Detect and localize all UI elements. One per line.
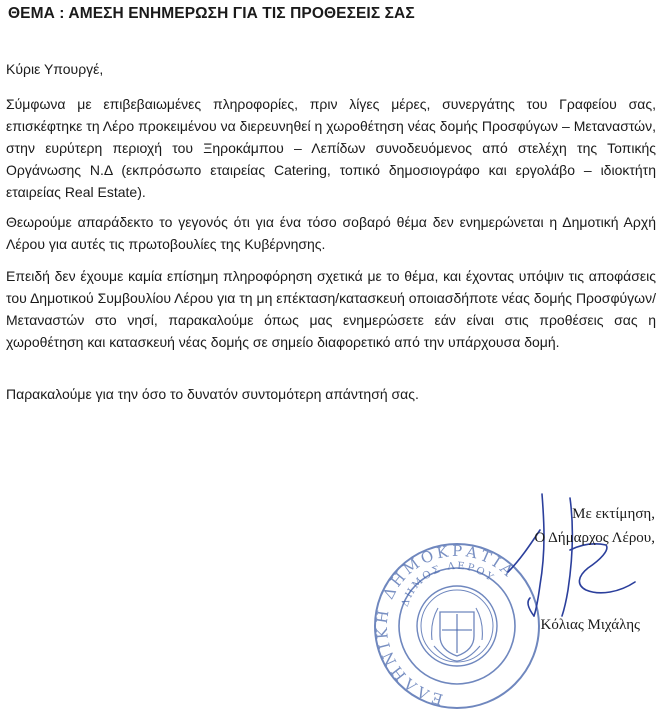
letter-paragraph-4: Παρακαλούμε για την όσο το δυνατόν συντομότερη απάντησή σας. — [6, 386, 419, 402]
seal-outer-text: ΕΛΛΗΝΙΚΗ ΔΗΜΟΚΡΑΤΙΑ — [372, 541, 519, 709]
closing-title: Ο Δήμαρχος Λέρου, — [534, 530, 655, 546]
letter-salutation: Κύριε Υπουργέ, — [6, 61, 104, 77]
letter-paragraph-1: Σύμφωνα με επιβεβαιωμένες πληροφορίες, πριν λίγες μέρες, συνεργάτης του Γραφείου σας, επισκέφτηκε τη Λέρο προκειμένου να διερευνηθεί η χωροθέτηση νέας δομής Προσφύγων – Μεταναστών, στην ευρύτερη περιοχή του Ξηροκάμπου – Λεπίδων συνοδευόμενος από στελέχη της Τοπικής Οργάνωσης Ν.Δ (εκπρόσωπο εταιρείας Catering, τοπικό δημοσιογράφο και εργολάβο – ιδιοκτήτη εταιρείας Real Estate). — [6, 96, 656, 200]
letter-paragraph-3: Επειδή δεν έχουμε καμία επίσημη πληροφόρηση σχετικά με το θέμα, και έχοντας υπόψιν τις αποφάσεις του Δημοτικού Συμβουλίου Λέρου για τη μη επέκταση/κατασκευή οποιασδήποτε νέας δομής Προσφύγων/Μεταναστών στο νησί, παρακαλούμε όπως μας ενημερώσετε εάν είναι στις προθέσεις σας η χωροθέτηση και κατασκευή νέας δομής σε σημείο διαφορετικό από την υπάρχουσα δομή. — [6, 268, 656, 350]
seal-inner-text: ΔΗΜΟΣ ΛΕΡΟΥ — [399, 560, 497, 609]
letter-subject: ΘΕΜΑ : ΑΜΕΣΗ ΕΝΗΜΕΡΩΣΗ ΓΙΑ ΤΙΣ ΠΡΟΘΕΣΕΙΣ ΣΑΣ — [8, 5, 415, 22]
signer-name: Κόλιας Μιχάλης — [540, 617, 640, 633]
letter-paragraph-2: Θεωρούμε απαράδεκτο το γεγονός ότι για ένα τόσο σοβαρό θέμα δεν ενημερώνεται η Δημοτική Αρχή Λέρου για αυτές τις πρωτοβουλίες της Κυβέρνησης. — [6, 214, 656, 252]
closing-regards: Με εκτίμηση, — [572, 506, 655, 522]
